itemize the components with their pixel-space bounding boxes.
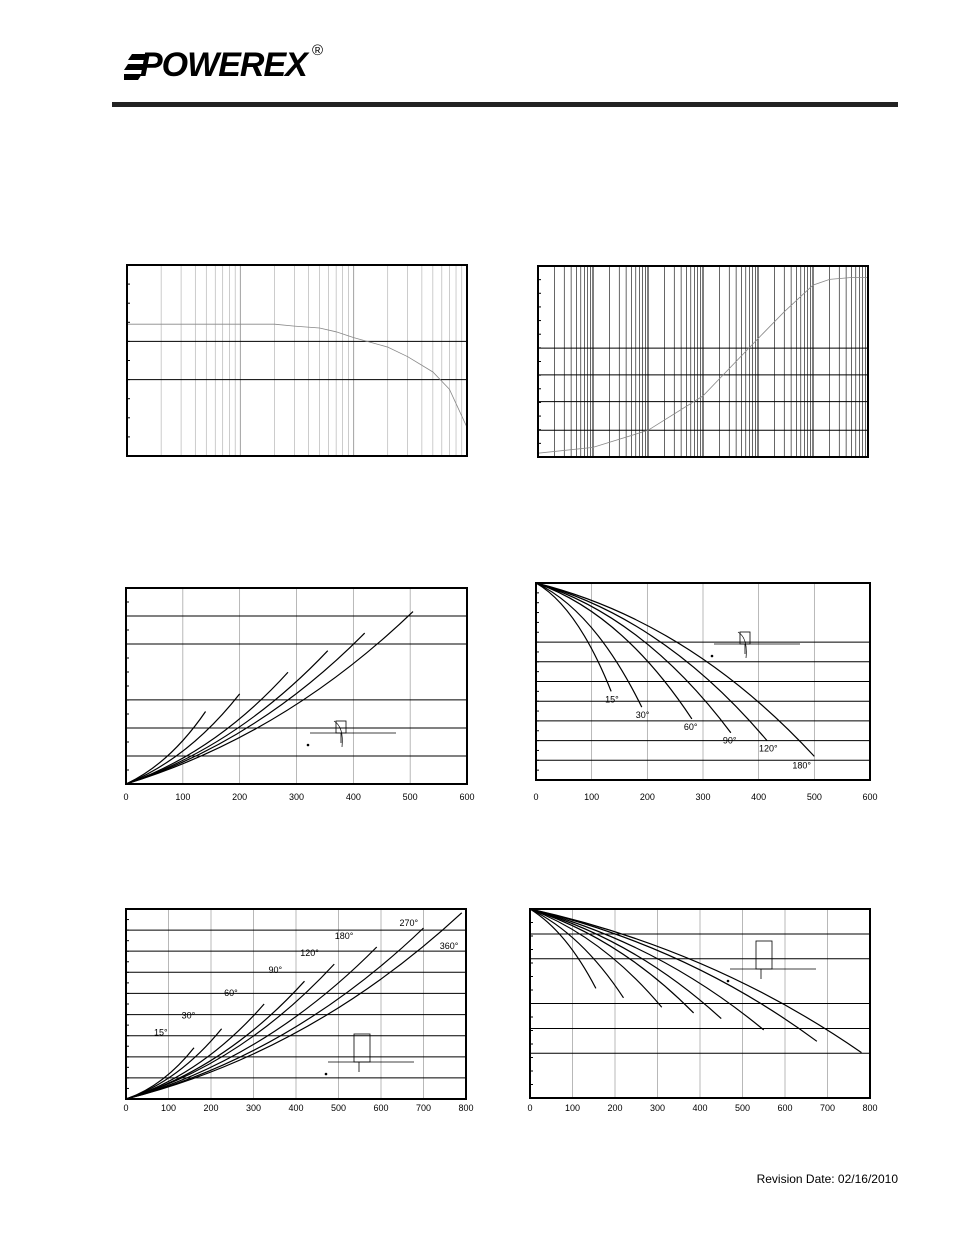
x-tick-label: 0 <box>123 1103 129 1113</box>
series-label: 90° <box>722 735 737 746</box>
x-tick-label: 0 <box>527 1103 533 1113</box>
chart-6-falling-curves <box>518 903 882 1125</box>
revision-date: Revision Date: 02/16/2010 <box>756 1172 898 1186</box>
x-tick-label: 400 <box>288 1103 304 1113</box>
chart-5-rising-curves <box>112 904 482 1126</box>
series-label: 360° <box>439 940 459 951</box>
chart-3-rising-curves <box>112 583 482 808</box>
header-rule <box>112 102 898 107</box>
series-line <box>530 909 721 1019</box>
series-label: 30° <box>635 710 650 721</box>
circuit-symbol-icon <box>325 1034 414 1075</box>
x-tick-label: 0 <box>123 792 129 802</box>
x-tick-label: 600 <box>777 1103 793 1113</box>
series-label: 15° <box>605 694 619 705</box>
x-tick-label: 100 <box>584 792 600 802</box>
series-label: 270° <box>399 918 419 928</box>
x-tick-label: 0 <box>533 792 539 802</box>
x-tick-label: 700 <box>415 1103 432 1113</box>
x-tick-label: 200 <box>607 1103 623 1113</box>
series-line <box>530 909 694 1013</box>
series-line <box>126 913 462 1099</box>
series-label: 90° <box>268 965 283 976</box>
x-tick-label: 500 <box>806 792 822 802</box>
series-line <box>126 928 424 1099</box>
x-tick-label: 100 <box>564 1103 581 1113</box>
series-line <box>126 651 328 784</box>
series-label: 180° <box>792 760 811 771</box>
series-curve <box>127 324 467 427</box>
series-label: 15° <box>154 1027 168 1038</box>
x-tick-label: 300 <box>695 792 711 802</box>
x-tick-label: 800 <box>862 1103 878 1113</box>
x-tick-label: 200 <box>232 792 248 802</box>
x-tick-label: 300 <box>245 1103 262 1113</box>
series-line <box>530 909 764 1030</box>
x-tick-label: 200 <box>639 792 655 802</box>
x-tick-label: 400 <box>751 792 767 802</box>
series-line <box>126 1029 222 1099</box>
series-label: 120° <box>759 743 778 754</box>
x-tick-label: 800 <box>458 1103 474 1113</box>
series-line <box>126 981 305 1099</box>
x-tick-label: 600 <box>373 1103 389 1113</box>
circuit-symbol-icon <box>307 721 396 747</box>
x-tick-label: 700 <box>819 1103 836 1113</box>
x-tick-label: 400 <box>345 792 361 802</box>
circuit-symbol-icon <box>711 632 800 658</box>
series-line <box>126 947 377 1099</box>
plot-frame <box>127 265 467 456</box>
x-tick-label: 400 <box>692 1103 708 1113</box>
chart-1-log-curve <box>122 262 472 462</box>
registered-mark: ® <box>312 42 324 59</box>
series-line <box>530 909 624 998</box>
series-label: 120° <box>300 948 319 959</box>
chart-4-falling-curves <box>522 578 882 806</box>
x-tick-label: 500 <box>402 792 418 802</box>
x-tick-label: 600 <box>459 792 475 802</box>
series-label: 60° <box>224 988 238 998</box>
logo-wordmark: POWEREX <box>140 46 307 84</box>
x-tick-label: 100 <box>175 792 191 802</box>
x-tick-label: 600 <box>862 792 878 802</box>
x-tick-label: 200 <box>203 1103 219 1113</box>
x-tick-label: 500 <box>734 1103 751 1113</box>
x-tick-label: 100 <box>160 1103 177 1113</box>
chart-2-log-curve <box>533 262 873 462</box>
x-tick-label: 500 <box>330 1103 347 1113</box>
x-tick-label: 300 <box>288 792 305 802</box>
series-label: 30° <box>181 1010 196 1021</box>
series-label: 180° <box>334 931 354 941</box>
powerex-logo <box>124 44 324 86</box>
x-tick-label: 300 <box>649 1103 666 1113</box>
circuit-symbol-icon <box>727 941 816 982</box>
series-label: 60° <box>683 721 698 732</box>
series-line <box>126 612 413 784</box>
series-line <box>530 909 817 1041</box>
series-line <box>126 711 206 784</box>
